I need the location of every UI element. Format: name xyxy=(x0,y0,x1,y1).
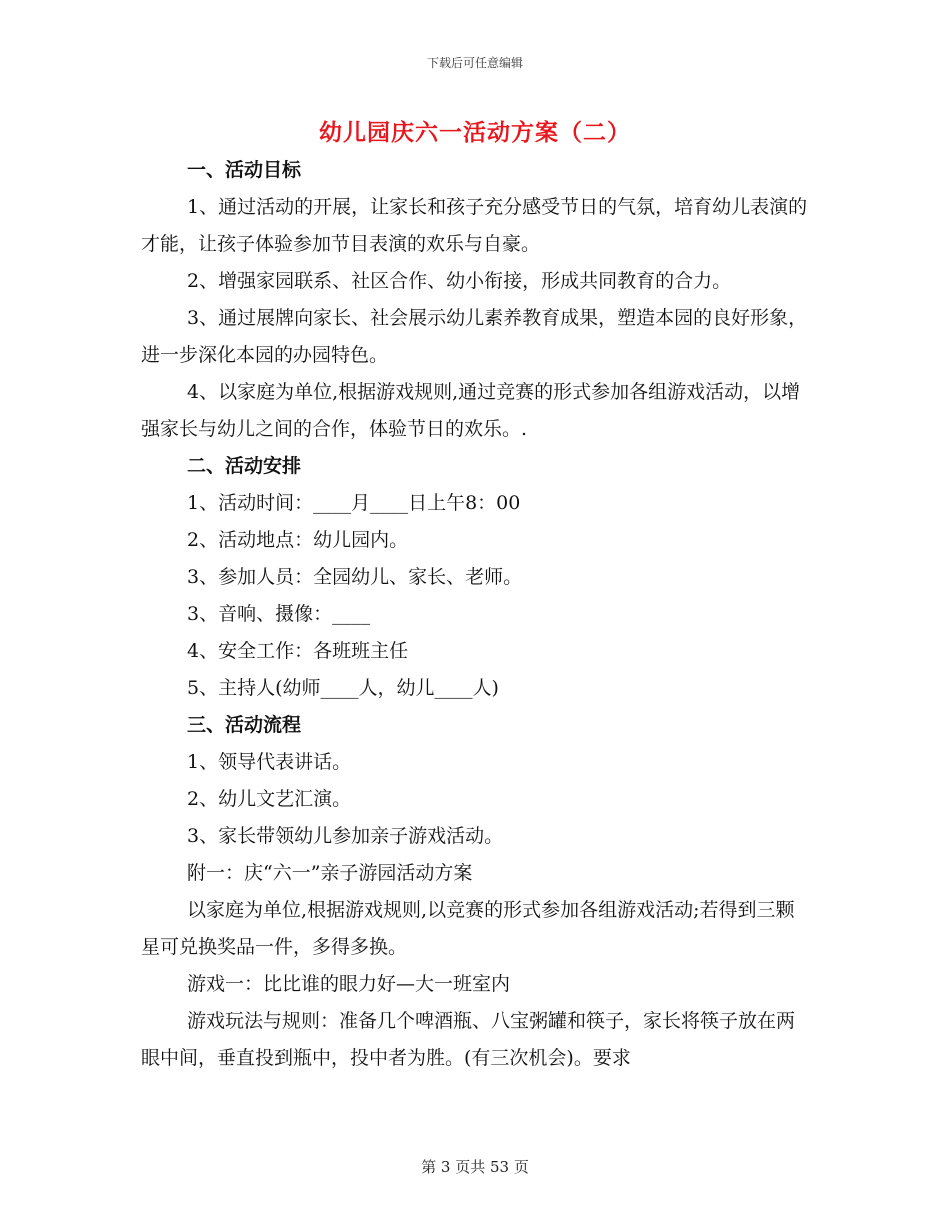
section-heading: 二、活动安排 xyxy=(187,455,302,477)
body-paragraph: 1、活动时间：____月____日上午8：00 xyxy=(187,492,521,514)
body-paragraph: 游戏玩法与规则：准备几个啤酒瓶、八宝粥罐和筷子，家长将筷子放在两眼中间，垂直投到瓶中，投中者为胜。(有三次机会)。要求 xyxy=(141,1010,796,1069)
body-paragraph: 3、参加人员：全园幼儿、家长、老师。 xyxy=(187,566,523,588)
body-paragraph: 附一：庆“六一”亲子游园活动方案 xyxy=(187,862,473,884)
body-paragraph: 2、增强家园联系、社区合作、幼小衔接，形成共同教育的合力。 xyxy=(187,270,732,292)
body-paragraph: 3、家长带领幼儿参加亲子游戏活动。 xyxy=(187,825,504,847)
page-header-note: 下载后可任意编辑 xyxy=(426,56,523,70)
body-paragraph: 4、安全工作：各班班主任 xyxy=(187,640,409,662)
section-heading: 三、活动流程 xyxy=(187,714,302,736)
body-paragraph: 5、主持人(幼师____人，幼儿____人) xyxy=(187,677,499,699)
section-heading: 一、活动目标 xyxy=(187,159,302,181)
document-body xyxy=(141,152,809,1077)
body-paragraph: 2、活动地点：幼儿园内。 xyxy=(187,529,409,551)
body-paragraph: 以家庭为单位,根据游戏规则,以竞赛的形式参加各组游戏活动;若得到三颗星可兑换奖品一件，多得多换。 xyxy=(141,899,795,958)
body-paragraph: 1、通过活动的开展，让家长和孩子充分感受节日的气氛，培育幼儿表演的才能，让孩子体验参加节目表演的欢乐与自豪。 xyxy=(141,196,808,255)
body-paragraph: 2、幼儿文艺汇演。 xyxy=(187,788,352,810)
body-paragraph: 1、领导代表讲话。 xyxy=(187,751,352,773)
body-paragraph: 3、通过展牌向家长、社会展示幼儿素养教育成果，塑造本园的良好形象，进一步深化本园的办园特色。 xyxy=(141,307,808,366)
document-title: 幼儿园庆六一活动方案（二） xyxy=(319,119,631,146)
body-paragraph: 4、以家庭为单位,根据游戏规则,通过竞赛的形式参加各组游戏活动，以增强家长与幼儿之间的合作，体验节日的欢乐。. xyxy=(141,381,801,440)
body-paragraph: 游戏一：比比谁的眼力好—大一班室内 xyxy=(187,973,511,995)
body-paragraph: 3、音响、摄像：____ xyxy=(187,603,371,625)
page-number-footer: 第 3 页共 53 页 xyxy=(421,1158,529,1176)
